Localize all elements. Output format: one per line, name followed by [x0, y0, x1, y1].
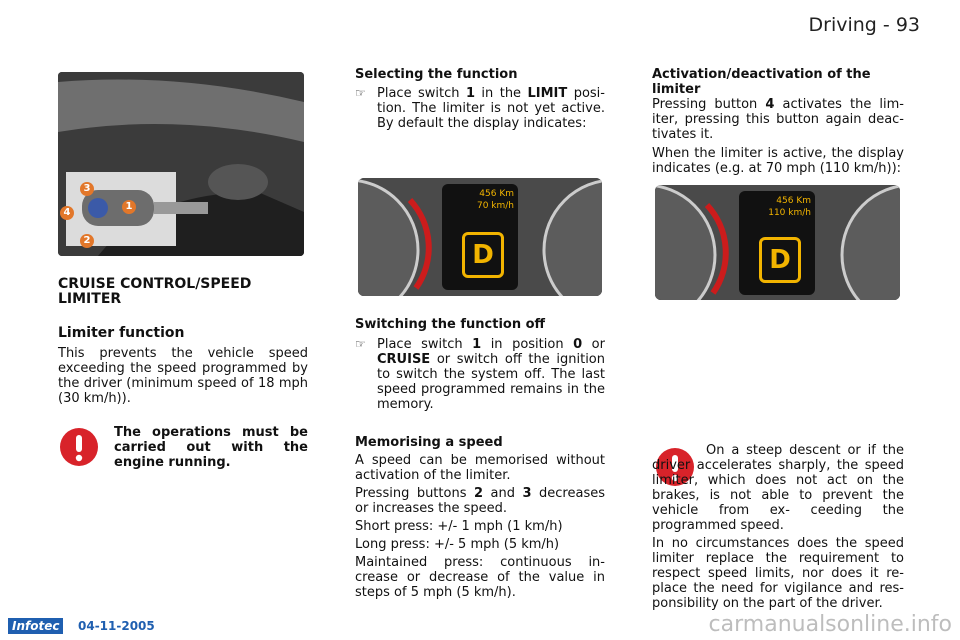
memorising-body	[355, 453, 605, 600]
heading-selecting: Selecting the function	[355, 67, 518, 82]
display1-gear: D	[462, 232, 504, 278]
b1-num: 1	[465, 86, 475, 101]
display1-distance: 456 Km	[479, 189, 514, 199]
watermark: carmanualsonline.info	[708, 612, 952, 637]
activation-body	[652, 97, 904, 176]
bullet-switching-off	[355, 337, 605, 412]
exclamation-icon	[58, 426, 100, 468]
warn-p1: On a steep descent or if the driver accelerates sharply, the speed limiter, which does not act on the brakes, is not able to prevent the vehicle from ex- ceeding the programmed speed.	[652, 443, 904, 533]
label-2: 2	[80, 234, 94, 248]
mem-p5: Maintained press: continuous in- crease or decrease of the value in steps of 5 mph (5 km/h).	[355, 555, 605, 600]
heading-memorising: Memorising a speed	[355, 435, 503, 450]
display2-gear: D	[759, 237, 801, 283]
b2-or: or	[582, 337, 605, 352]
b2-pre: Place switch	[377, 337, 473, 352]
infotec-badge: Infotec	[8, 618, 63, 634]
warning-text-right	[652, 443, 904, 611]
p2-a: 2	[473, 486, 484, 501]
act-p1-num: 4	[765, 97, 775, 112]
b2-num2: 0	[573, 337, 583, 352]
p2-post: decreases or increases the speed.	[355, 486, 605, 516]
label-3: 3	[80, 182, 94, 196]
label-4: 4	[60, 206, 74, 220]
mem-p3: Short press: +/- 1 mph (1 km/h)	[355, 519, 563, 534]
hand-pointer-icon: ☞	[355, 86, 366, 100]
b1-post: posi- tion. The limiter is not yet active. By default the display indicates:	[377, 86, 605, 131]
p2-pre: Pressing buttons	[355, 486, 474, 501]
b1-mid: in the	[475, 86, 528, 101]
b1-bold: LIMIT	[527, 86, 568, 101]
p2-and: and	[483, 486, 523, 501]
mem-p2	[355, 486, 605, 516]
section-title-cruise: CRUISE CONTROL/SPEED LIMITER	[58, 276, 252, 307]
dashboard-display-2	[655, 185, 900, 300]
b1-pre: Place switch	[377, 86, 466, 101]
act-p1-post: activates the lim- iter, pressing this button again deac- tivates it.	[652, 97, 904, 142]
subtitle-limiter: Limiter function	[58, 325, 185, 341]
footer-date: 04-11-2005	[78, 619, 155, 633]
page-number: 93	[895, 14, 920, 36]
display-readout-1	[448, 188, 514, 216]
act-p1-pre: Pressing button	[652, 97, 766, 112]
act-p2: When the limiter is active, the display indicates (e.g. at 70 mph (110 km/h)):	[652, 146, 904, 176]
mem-p1: A speed can be memorised without activation of the limiter.	[355, 453, 605, 483]
section-title: Driving	[808, 14, 877, 36]
heading-activation: Activation/deactivation of the limiter	[652, 67, 871, 97]
b2-bold: CRUISE	[377, 352, 431, 367]
display-readout-2	[745, 195, 811, 223]
p2-b: 3	[522, 486, 532, 501]
dashboard-display-1	[358, 178, 602, 296]
heading-switching-off: Switching the function off	[355, 317, 546, 332]
b2-mid: in position	[481, 337, 574, 352]
intro-text: This prevents the vehicle speed exceeding the speed programmed by the driver (minimum speed of 18 mph (30 km/h)).	[58, 346, 308, 406]
act-p1	[652, 97, 904, 142]
display2-speed: 110 km/h	[768, 208, 811, 218]
page-header	[809, 14, 921, 36]
mem-p4: Long press: +/- 5 mph (5 km/h)	[355, 537, 560, 552]
hand-pointer-icon: ☞	[355, 337, 366, 351]
header-separator: -	[882, 14, 890, 36]
warn-p2: In no circumstances does the speed limiter replace the requirement to respect speed limits, nor does it re- place the need for vigilance and res- ponsibility on the part of the driver.	[652, 536, 904, 611]
b2-post: or switch off the ignition to switch the system off. The last speed programmed remains in the memory.	[377, 352, 605, 412]
stalk-illustration	[58, 72, 304, 256]
stalk-photo	[58, 72, 304, 256]
b2-num: 1	[472, 337, 482, 352]
display2-distance: 456 Km	[776, 196, 811, 206]
warning-text-left: The operations must be carried out with the engine running.	[114, 425, 308, 470]
display1-speed: 70 km/h	[476, 201, 514, 211]
label-1: 1	[122, 200, 136, 214]
warning-icon-left	[58, 426, 100, 472]
bullet-selecting	[355, 86, 605, 131]
